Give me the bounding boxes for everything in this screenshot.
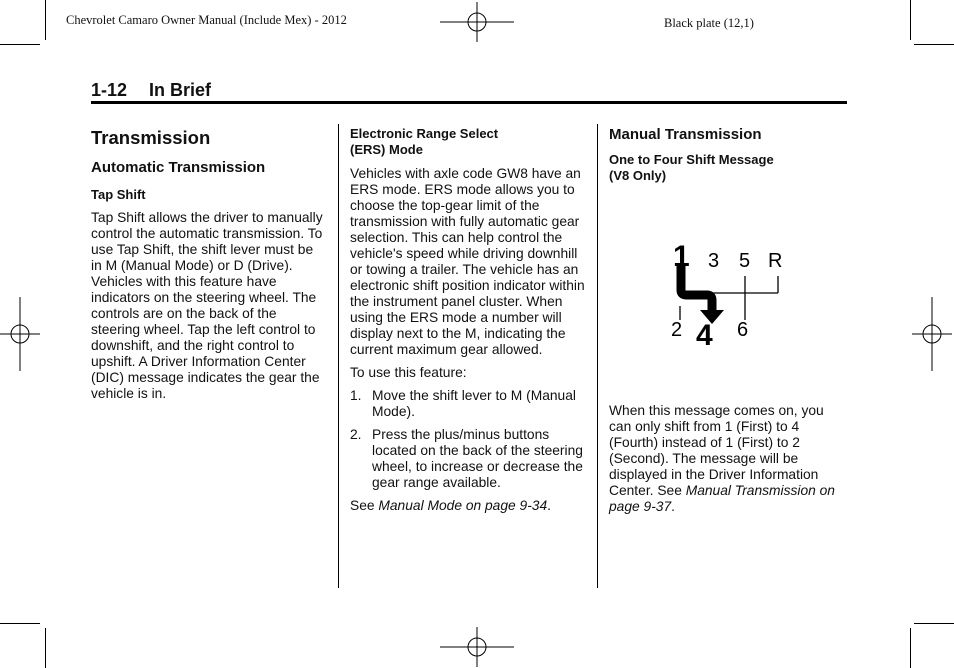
- heading-one-to-four-line1: One to Four Shift Message: [609, 152, 774, 167]
- registration-mark-bottom: [440, 627, 514, 667]
- section-header: [91, 80, 211, 101]
- heading-automatic-transmission: Automatic Transmission: [91, 159, 266, 176]
- paragraph-intro: To use this feature:: [350, 365, 467, 380]
- running-header-left: Chevrolet Camaro Owner Manual (Include Mex) - 2012: [66, 13, 347, 27]
- list-text: Press the plus/minus buttons located on the back of the steering wheel, to increase or decrease the gear range available.: [372, 427, 583, 490]
- header-rule: [91, 101, 847, 104]
- heading-transmission: Transmission: [91, 127, 211, 148]
- heading-one-to-four: [609, 152, 841, 184]
- list-item: [350, 388, 588, 420]
- column-2: [350, 126, 588, 521]
- list-number: 1.: [350, 388, 362, 403]
- heading-tap-shift: Tap Shift: [91, 187, 146, 202]
- gear-3-label: 3: [708, 250, 720, 272]
- paragraph-one-to-four: When this message comes on, you can only shift from 1 (First) to 4 (Fourth) instead of 1 (First) to 2 (Second). The message will be displayed in the Driver Information Center. See Manual Transmission on page 9-37.: [609, 403, 835, 514]
- column-divider-2: [597, 124, 598, 588]
- column-1: [91, 126, 327, 409]
- heading-ers-line2: (ERS) Mode: [350, 142, 423, 157]
- column-divider-1: [338, 124, 339, 588]
- gear-5-label: 5: [739, 250, 751, 272]
- gear-6-label: 6: [737, 319, 749, 341]
- registration-mark-right: [912, 297, 952, 371]
- running-header-right: Black plate (12,1): [664, 16, 754, 30]
- gear-2-label: 2: [671, 319, 683, 341]
- gear-1-label: 1: [673, 240, 690, 273]
- section-title: In Brief: [149, 80, 212, 100]
- heading-one-to-four-line2: (V8 Only): [609, 168, 667, 183]
- list-item: [350, 427, 588, 491]
- paragraph-ers: Vehicles with axle code GW8 have an ERS mode. ERS mode allows you to choose the top-gear limit of the transmission with fully automatic gear selection. This can help control the vehicle's speed while driving downhill or towing a trailer. The vehicle has an electronic shift position indicator within the instrument panel cluster. When using the ERS mode a number will display next to the M, indicating the current maximum gear allowed.: [350, 166, 585, 357]
- paragraph-see-reference: See Manual Mode on page 9-34.: [350, 498, 551, 513]
- column-3-body: [609, 403, 841, 522]
- heading-manual-transmission: Manual Transmission: [609, 126, 762, 143]
- shift-pattern-icon: [665, 240, 795, 350]
- list-text: Move the shift lever to M (Manual Mode).: [372, 388, 576, 419]
- heading-ers-line1: Electronic Range Select: [350, 126, 499, 141]
- column-3: [609, 126, 841, 191]
- registration-mark-top: [440, 2, 514, 42]
- cross-reference-link[interactable]: Manual Mode on page 9-34: [378, 498, 548, 513]
- gear-4-label: 4: [696, 319, 713, 350]
- paragraph-tap-shift: Tap Shift allows the driver to manually control the automatic transmission. To use Tap Shift, the shift lever must be in M (Manual Mode) or D (Drive). Vehicles with this feature have indicators on the steering wheel. The controls are on the back of the steering wheel. Tap the left control to downshift, and the right control to upshift. A Driver Information Center (DIC) message indicates the gear the vehicle is in.: [91, 210, 323, 401]
- heading-ers-mode: [350, 126, 588, 158]
- page-number: 1-12: [91, 80, 128, 100]
- cross-reference-link[interactable]: Manual Transmission on page 9-37: [609, 483, 835, 514]
- list-number: 2.: [350, 427, 362, 442]
- registration-mark-left: [0, 297, 40, 371]
- gear-r-label: R: [768, 250, 783, 272]
